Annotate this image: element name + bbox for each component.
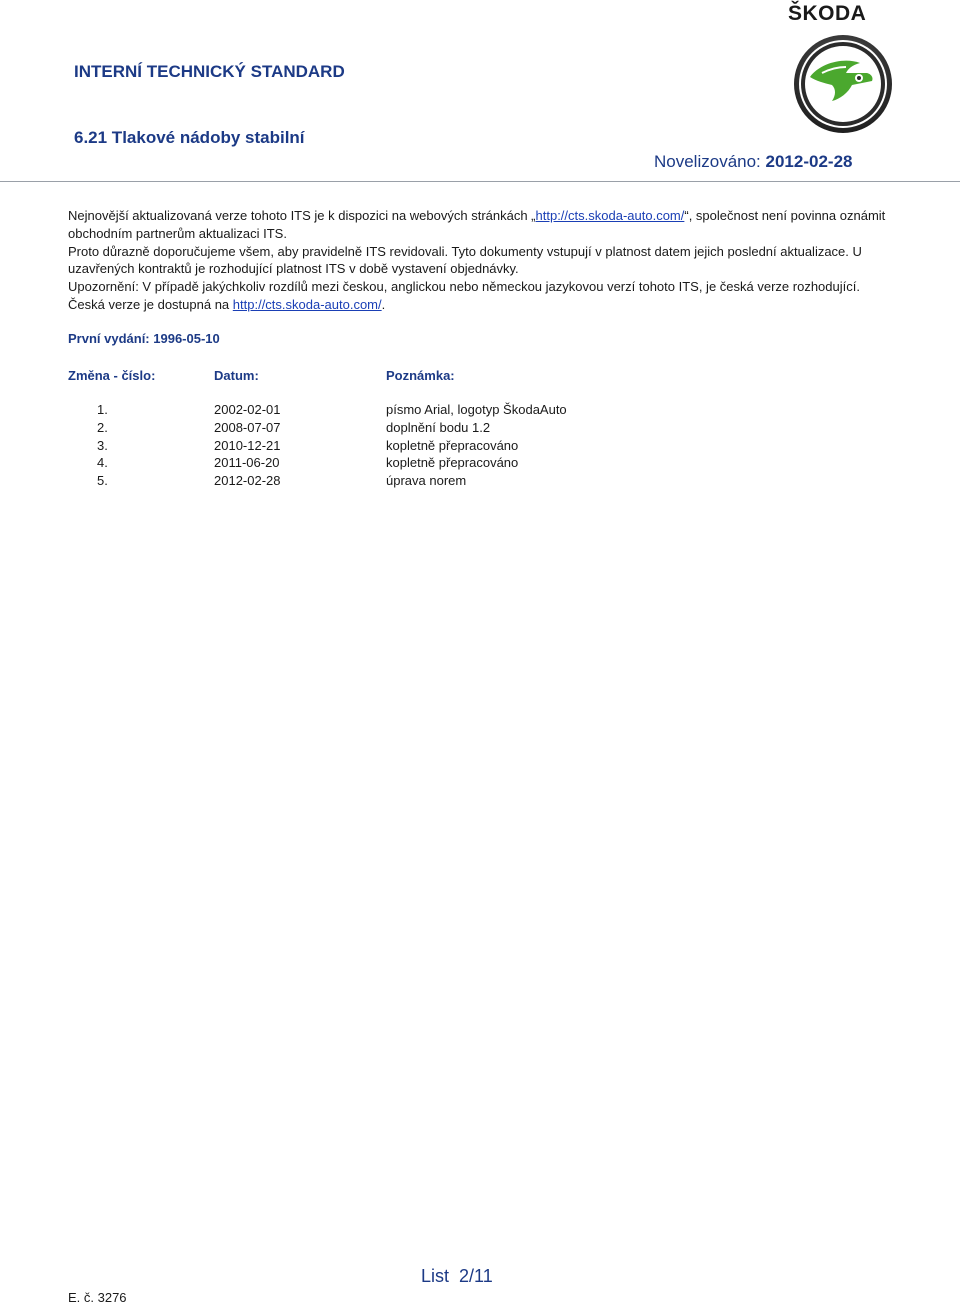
change-note: kopletně přepracováno [386, 455, 519, 471]
document-title: INTERNÍ TECHNICKÝ STANDARD [74, 62, 345, 81]
document-number: E. č. 3276 [68, 1290, 127, 1305]
revised-date-value: 2012-02-28 [765, 152, 853, 171]
change-note: doplnění bodu 1.2 [386, 419, 491, 435]
column-header-number: Změna - číslo: [68, 368, 156, 383]
table-row [0, 473, 960, 491]
revised-date [654, 152, 852, 172]
change-date: 2008-07-07 [214, 419, 281, 435]
change-note: kopletně přepracováno [386, 437, 519, 453]
change-date: 2010-12-21 [214, 437, 281, 453]
cts-link-1[interactable]: http://cts.skoda-auto.com/ [535, 208, 685, 223]
change-date: 2011-06-20 [214, 455, 280, 471]
column-header-note: Poznámka: [386, 368, 455, 383]
notice-p3-text: Upozornění: V případě jakýchkoliv rozdílů mezi českou, anglickou nebo německou jazykovou verzí tohoto ITS, je česká verze rozhodující. Česká verze je dostupná na [68, 279, 860, 312]
change-number: 3. [97, 437, 108, 453]
change-date: 2012-02-28 [214, 473, 281, 489]
column-header-date: Datum: [214, 368, 259, 383]
revised-label: Novelizováno: [654, 152, 761, 171]
cts-link-2[interactable]: http://cts.skoda-auto.com/ [232, 296, 382, 312]
change-number: 5. [97, 473, 108, 489]
notice-p1-tail: “, společnost není povinna oznámit obchodním partnerům aktualizaci ITS. [68, 208, 886, 241]
change-note: písmo Arial, logotyp ŠkodaAuto [386, 402, 567, 417]
notice-p1-text: Nejnovější aktualizovaná verze tohoto ITS je k dispozici na webových stránkách „ [68, 208, 536, 223]
first-issue-date: První vydání: 1996-05-10 [68, 331, 220, 346]
change-number: 4. [97, 455, 108, 471]
document-subtitle: 6.21 Tlakové nádoby stabilní [74, 128, 305, 147]
brand-wordmark: ŠKODA [788, 2, 867, 25]
change-number: 1. [97, 402, 108, 417]
notice-paragraph-2: Proto důrazně doporučujeme všem, aby pravidelně ITS revidovali. Tyto dokumenty vstupují v platnost datem jejich poslední aktualizace. U uzavřených kontraktů je rozhodující platnost ITS v době vystavení objednávky. [68, 243, 862, 277]
table-row [0, 402, 960, 420]
page-number: List 2/11 [421, 1266, 493, 1286]
table-row [0, 455, 960, 473]
notice-p3-tail: . [381, 296, 386, 312]
notice-paragraph-1 [68, 207, 898, 243]
table-row [0, 420, 960, 438]
table-row [0, 438, 960, 456]
skoda-logo-icon [792, 33, 894, 135]
changes-table [0, 402, 960, 491]
change-date: 2002-02-01 [214, 402, 281, 417]
header-divider [0, 181, 960, 182]
notice-text [68, 207, 898, 314]
change-note: úprava norem [386, 473, 467, 489]
notice-paragraph-3 [68, 278, 898, 314]
change-number: 2. [97, 419, 108, 435]
